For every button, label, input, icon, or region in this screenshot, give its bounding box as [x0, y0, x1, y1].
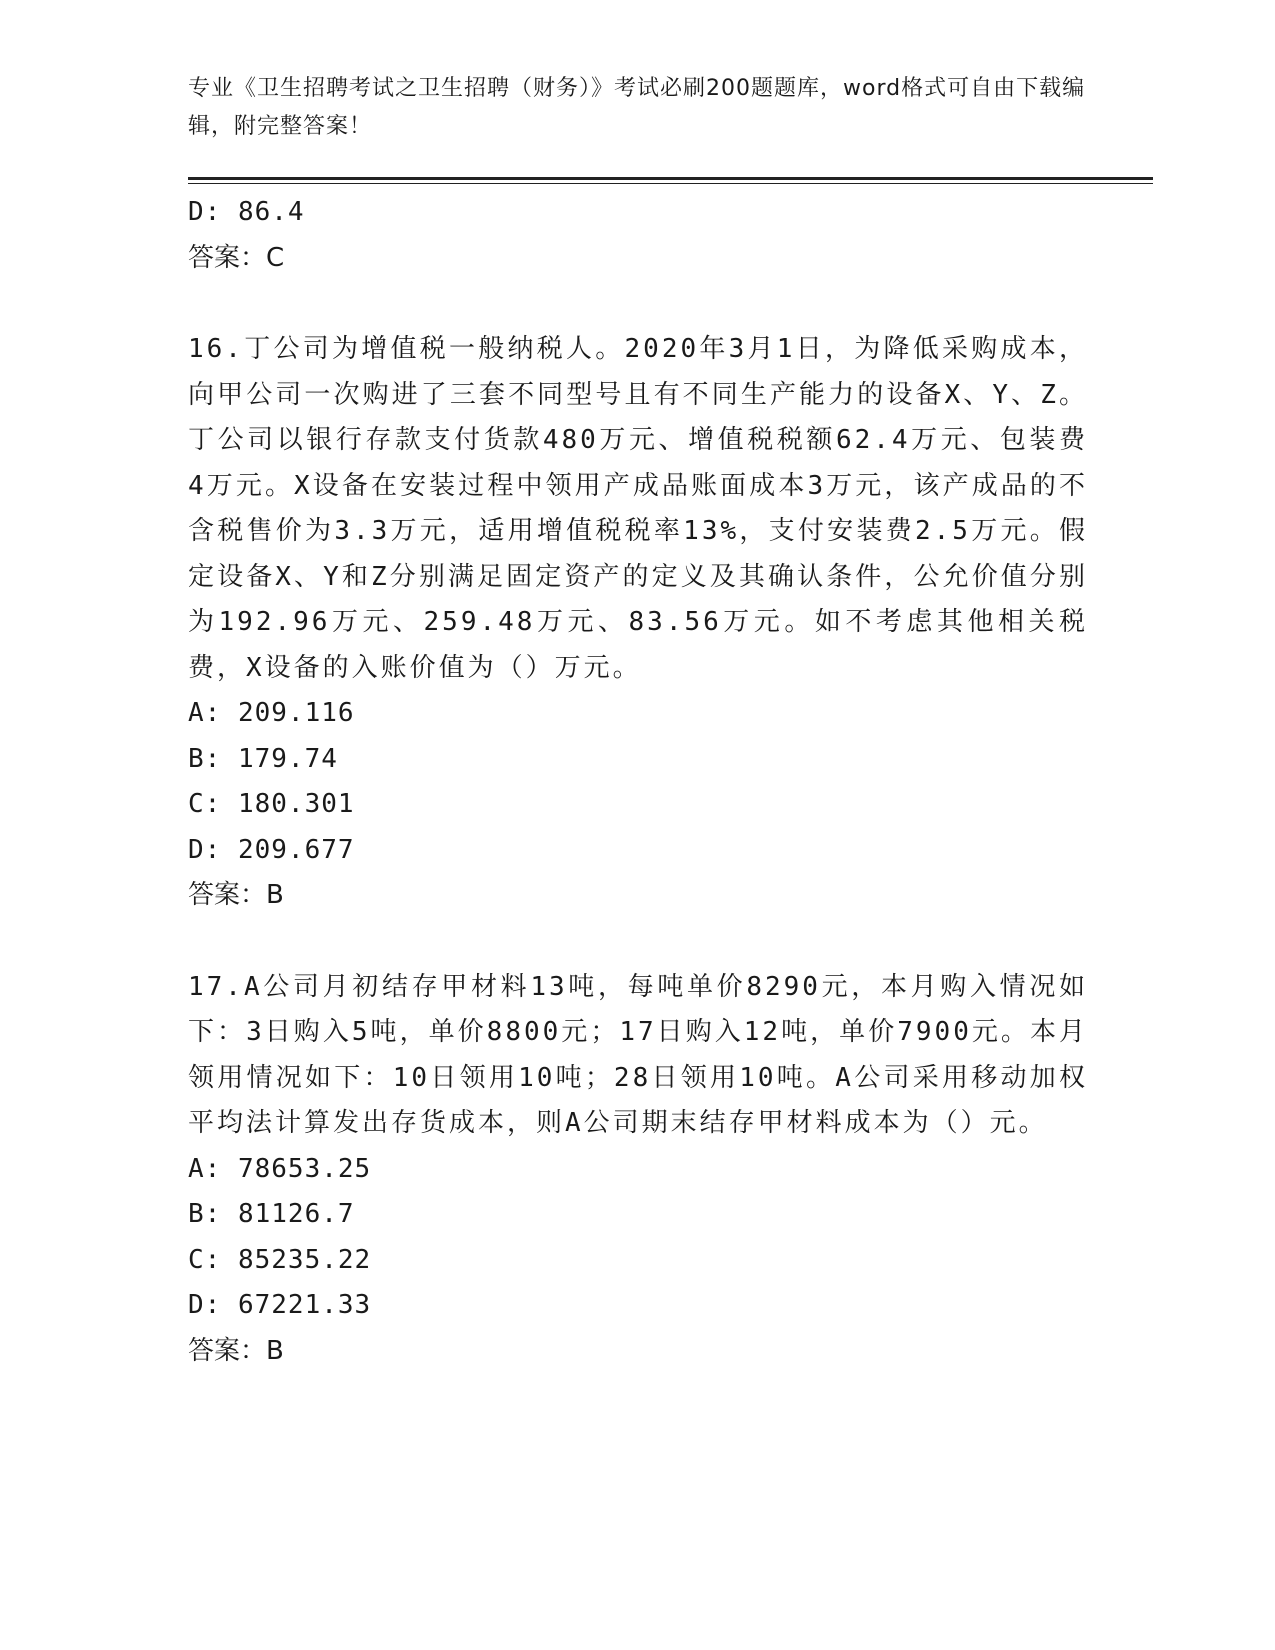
option-a: A: 78653.25	[188, 1153, 372, 1184]
option-d: D: 86.4	[188, 197, 305, 227]
option-d: D: 209.677	[188, 834, 355, 865]
header-divider-thin	[188, 183, 1153, 184]
option-b: B: 179.74	[188, 743, 338, 774]
document-body	[188, 190, 1088, 1374]
question-17	[188, 965, 1088, 1375]
option-a: A: 209.116	[188, 698, 355, 728]
option-b: B: 81126.7	[188, 1199, 355, 1229]
question-spacer	[188, 919, 1088, 965]
question-text: 17.A公司月初结存甲材料13吨，每吨单价8290元，本月购入情况如下：3日购入5吨，单价8800元；17日购入12吨，单价7900元。本月领用情况如下：10日领用10吨；28日领用10吨。A公司采用移动加权平均法计算发出存货成本，则A公司期末结存甲材料成本为（）元。	[188, 971, 1088, 1138]
option-c: C: 180.301	[188, 789, 355, 819]
header-divider	[188, 177, 1153, 180]
question-text: 16.丁公司为增值税一般纳税人。2020年3月1日，为降低采购成本，向甲公司一次购进了三套不同型号且有不同生产能力的设备X、Y、Z。丁公司以银行存款支付货款480万元、增值税税额62.4万元、包装费4万元。X设备在安装过程中领用产成品账面成本3万元，该产成品的不含税售价为3.3万元，适用增值税税率13%，支付安装费2.5万元。假定设备X、Y和Z分别满足固定资产的定义及其确认条件，公允价值分别为192.96万元、259.48万元、83.56万元。如不考虑其他相关税费，X设备的入账价值为（）万元。	[188, 334, 1088, 683]
question-spacer	[188, 281, 1088, 327]
question-16	[188, 327, 1088, 919]
answer-line: 答案：B	[188, 1335, 284, 1366]
answer-line: 答案：B	[188, 880, 284, 910]
page-header: 专业《卫生招聘考试之卫生招聘（财务）》考试必刷200题题库，word格式可自由下载编辑，附完整答案！	[188, 76, 1086, 139]
answer-line: 答案：C	[188, 242, 285, 273]
option-d: D: 67221.33	[188, 1290, 372, 1320]
option-c: C: 85235.22	[188, 1244, 372, 1275]
